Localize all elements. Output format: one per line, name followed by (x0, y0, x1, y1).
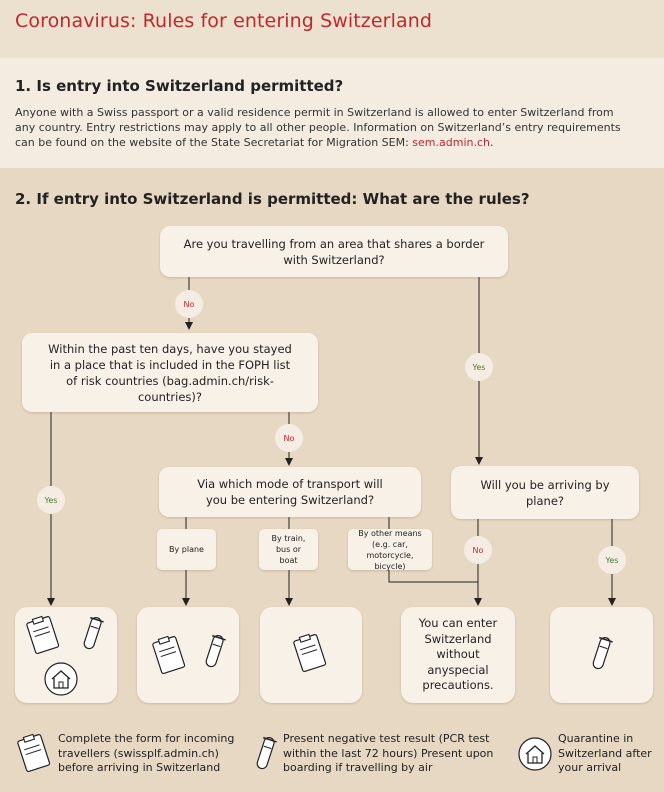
option-plane: By plane (157, 529, 216, 570)
legend-quarantine-text: Quarantine in Switzerland after your arrival (558, 732, 652, 774)
question-plane: Will you be arriving by plane? (451, 466, 639, 519)
form-icon (149, 635, 189, 677)
section1-heading: 1. Is entry into Switzerland permitted? (15, 77, 344, 95)
label-yes-border: Yes (465, 353, 493, 381)
outcome-test (550, 607, 653, 703)
outcome-no-precautions-text: You can enter Switzerland without anyspecial precautions. (418, 616, 498, 693)
section1-text: Anyone with a Swiss passport or a valid residence permit in Switzerland is allowed to enter Switzerland from any country. Entry restrictions may apply to all other people. Information on Switzerland’s entry requirements can be found on the website of the State Secretariat for Migration SEM: (15, 106, 621, 149)
house-icon (517, 736, 553, 772)
option-train-bus-boat: By train, bus or boat (259, 529, 318, 570)
label-no-border: No (175, 290, 203, 318)
legend-test-text: Present negative test result (PCR test within the last 72 hours) Present upon boarding if travelling by air (283, 732, 494, 774)
outcome-form-test-plane (137, 607, 239, 703)
outcome-form-test-quarantine (15, 607, 117, 703)
section2-heading: 2. If entry into Switzerland is permitted: What are the rules? (15, 190, 530, 208)
outcome-form (260, 607, 362, 703)
outcome-no-precautions (401, 607, 515, 703)
legend-form-text: Complete the form for incoming travellers (swissplf.admin.ch) before arriving in Switzerland (58, 732, 235, 774)
question-border: Are you travelling from an area that shares a border with Switzerland? (160, 226, 508, 277)
question-transport: Via which mode of transport will you be entering Switzerland? (159, 467, 421, 517)
test-tube-icon (588, 633, 614, 677)
label-no-risk: No (275, 424, 303, 452)
test-tube-icon (79, 613, 105, 657)
label-yes-plane: Yes (598, 546, 626, 574)
question-risk-countries: Within the past ten days, have you stayed in a place that is included in the FOPH list of risk countries (bag.admin.ch/risk-countries)? (22, 333, 318, 412)
label-yes-risk: Yes (37, 486, 65, 514)
sem-link[interactable]: sem.admin.ch (412, 136, 490, 149)
test-tube-icon (201, 631, 227, 675)
option-other-means: By other means (e.g. car, motorcycle, bicycle) (348, 529, 432, 570)
section1-after-link: . (490, 136, 494, 149)
test-tube-icon (252, 732, 278, 778)
label-no-plane: No (464, 536, 492, 564)
form-icon (23, 615, 63, 657)
page-title: Coronavirus: Rules for entering Switzerland (15, 10, 433, 32)
form-icon (14, 733, 54, 775)
form-icon (290, 633, 330, 675)
house-icon (43, 661, 79, 697)
